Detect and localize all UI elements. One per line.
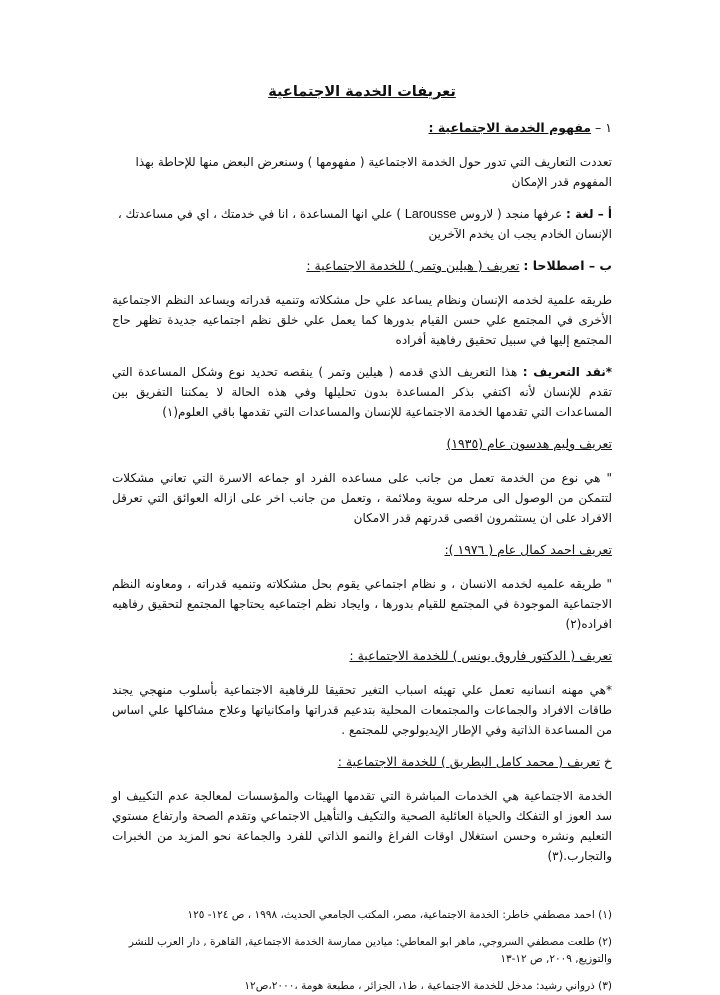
critique-label: *نقد التعريف :: [522, 365, 612, 379]
batriq-prefix: خ: [603, 754, 612, 769]
younes-def-title: تعريف ( الدكتور فاروق يونس ) للخدمة الاجتماعية :: [349, 648, 612, 663]
definition-critique: [112, 362, 612, 422]
footnote-2: (٢) طلعت مصطفي السروجي, ماهر ابو المعاطي: ميادين ممارسة الخدمة الاجتماعية, القاهرة , دار العرب للنشر والتوزيع, ٢٠٠٩, ص ١٢-١٣: [128, 936, 612, 965]
linguistic-definition: [112, 204, 612, 244]
linguistic-label: أ – لغة :: [565, 207, 612, 221]
footnote-divider: [112, 888, 612, 889]
helen-witmer-definition: طريقه علمية لخدمه الإنسان ونظام يساعد علي حل مشكلاته وتنميه قدراته ويساعد النظم الاجتماعية الأخرى في المجتمع علي حسن القيام بدورها كما يعمل علي خلق نظم اجتماعيه جديدة تظهر حاج المجتمع إليها في سبيل تحقيق رفاهية أفراده: [112, 293, 612, 347]
section-number: ١ –: [595, 120, 612, 135]
terminological-heading: [112, 256, 612, 276]
terminological-label: ب – اصطلاحا :: [523, 258, 612, 273]
footnote-1: (١) احمد مصطفي خاطر: الخدمة الاجتماعية، مصر، المكتب الجامعي الحديث، ١٩٩٨ ، ص ١٢٤- ١٢٥: [187, 909, 612, 921]
younes-definition: *هي مهنه انسانيه تعمل علي تهيئه اسباب التغير تحقيقا للرفاهية الاجتماعية بأسلوب منهجي يجند طاقات الافراد والجماعات والمجتمعات المحلية بتدعيم قدراتها وامكانياتها وعلاج مشاكلها علي اساس من المساعدة الذاتية وفي الإطار الإيديولوجي للمجتمع .: [112, 683, 612, 737]
intro-paragraph: تعددت التعاريف التي تدور حول الخدمة الاجتماعية ( مفهومها ) وسنعرض البعض منها للإحاطة بهذا المفهوم قدر الإمكان: [135, 155, 612, 189]
helen-witmer-def-title: تعريف ( هيلين وتمر ) للخدمة الاجتماعية :: [306, 258, 520, 273]
hudson-def-title: تعريف وليم هدسون عام (١٩٣٥): [446, 436, 612, 451]
batriq-def-title: تعريف ( محمد كامل البطريق ) للخدمة الاجتماعية :: [337, 754, 600, 769]
batriq-heading: [112, 752, 612, 772]
linguistic-text-before: عرفها منجد ( لاروس: [460, 207, 563, 221]
critique-text: هذا التعريف الذي قدمه ( هيلين وتمر ) ينقصه تحديد نوع وشكل المساعدة التي تقدم للإنسان لأنه اكتفي بذكر المساعدة بدون تحليلها وفي هذه الحالة لا يمكننا التفريق بين المساعدات التي تقدمها الخدمة الاجتماعية للإنسان والمساعدات التي تقدمها باقي العلوم(١): [112, 365, 612, 419]
kamal-def-title: تعريف احمد كمال عام ( ١٩٧٦ ):: [444, 542, 612, 557]
footnote-3: (٣) ذرواني رشيد: مدخل للخدمة الاجتماعية ، ط١، الجزائر ، مطبعة هومة ،٢٠٠٠،ص١٢: [244, 980, 612, 992]
linguistic-text-after: ) علي انها المساعدة ، انا في خدمتك ، اي في مساعدتك ، الإنسان الخادم يجب ان يخدم الآخرين: [117, 207, 612, 241]
page-title: تعريفات الخدمة الاجتماعية: [268, 84, 456, 100]
section-heading-concept: [112, 118, 612, 138]
hudson-definition: " هي نوع من الخدمة تعمل من جانب على مساعده الفرد او جماعه الاسرة التي تعاني مشكلات لتتمكن من الوصول الى مرحله سوية وملائمة ، وتعمل من جانب اخر على ازاله العوائق التي تعرقل الافراد على ان يستثمرون اقصى قدرتهم قدر الامكان: [112, 471, 612, 525]
kamal-definition: " طريقه علميه لخدمه الانسان ، و نظام اجتماعي يقوم بحل مشكلاته وتنميه قدراته ، ومعاونه النظم الاجتماعية الموجودة في المجتمع للقيام بدورها ، وايجاد نظم اجتماعيه يحتاجها المجتمع لتحقيق رفاهيه افراده(٢): [112, 577, 612, 631]
section-heading-text: مفهوم الخدمة الاجتماعية :: [428, 120, 592, 135]
batriq-definition: الخدمة الاجتماعية هي الخدمات المباشرة التي تقدمها الهيئات والمؤسسات لمعالجة عدم التكييف او سد العوز او التفكك والحياة العائلية الصحية والتكيف والتأهيل الاجتماعي وتقدم الصحة وارتفاع مستوي التعليم ونشره وحسن استغلال اوقات الفراغ والنمو الذاتي للفرد والجماعة نحو المزيد من الخبرات والتجارب.(٣): [112, 789, 612, 863]
larousse-term: Larousse: [404, 207, 457, 221]
